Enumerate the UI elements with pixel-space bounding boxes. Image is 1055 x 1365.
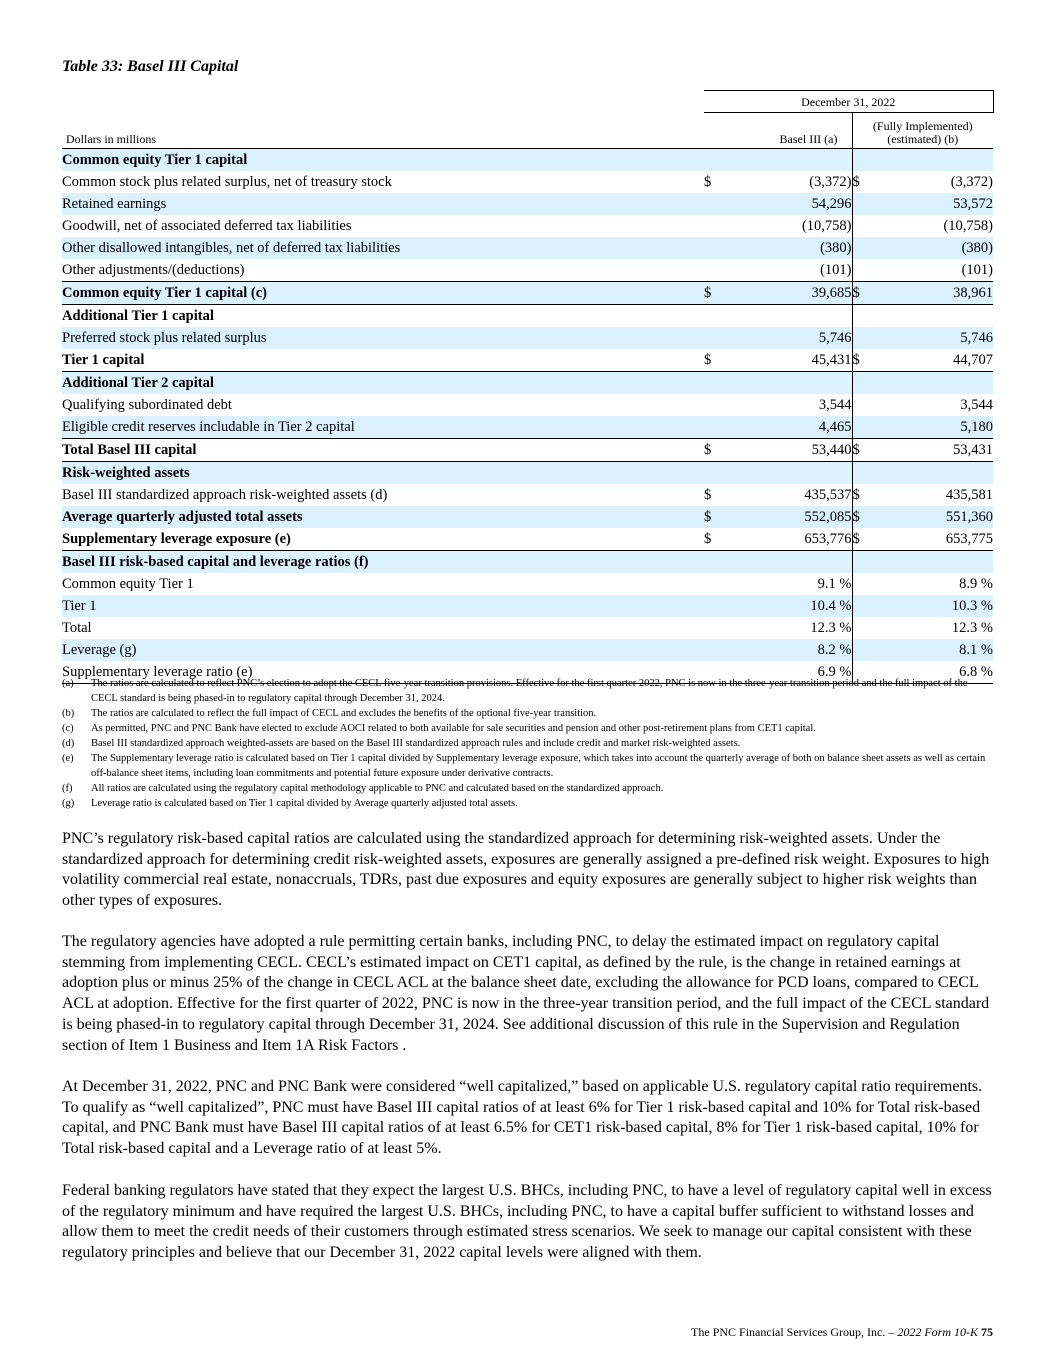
row-label: Total (62, 620, 92, 636)
dollar-sign: $ (704, 506, 716, 528)
column-header-fully-implemented: (Fully Implemented) (estimated) (b) (852, 113, 993, 149)
fully-implemented-value: (380) (864, 237, 993, 259)
table-row (62, 595, 993, 617)
basel-value: 6.9 % (716, 661, 852, 684)
table-row (62, 305, 993, 328)
dollar-sign: $ (852, 506, 864, 528)
total-label: Total Basel III capital (62, 439, 704, 462)
section-label: Common equity Tier 1 capital (62, 149, 704, 172)
dollar-sign: $ (704, 174, 712, 190)
section-label: Additional Tier 1 capital (62, 305, 704, 328)
table-header-period-row (62, 91, 993, 113)
row-label: Eligible credit reserves includable in Tier 2 capital (62, 416, 704, 439)
table-row (62, 484, 993, 506)
row-label: Other adjustments/(deductions) (62, 262, 245, 278)
row-label: Tier 1 (62, 595, 704, 617)
table-row (62, 149, 993, 172)
body-paragraph: Federal banking regulators have stated that they expect the largest U.S. BHCs, including PNC, to have a level of regulatory capital well in excess of the regulatory minimum and have required the largest U.S. BHCs, including PNC, to have a capital buffer sufficient to withstand losses and allow them to meet the credit needs of their customers through estimated stress scenarios. We seek to manage our capital consistent with these regulatory principles and believe that our December 31, 2022 capital levels were aligned with them. (62, 1182, 992, 1262)
footnote: (d) Basel III standardized approach weighted-assets are based on the Basel III standardized approach rules and include credit and market risk-weighted assets. (62, 738, 741, 749)
row-label: Supplementary leverage exposure (e) (62, 531, 291, 547)
section-label: Additional Tier 2 capital (62, 372, 704, 395)
basel-value: 8.2 % (716, 639, 852, 661)
row-label: Common stock plus related surplus, net of treasury stock (62, 174, 392, 190)
fully-implemented-value: 53,572 (864, 193, 993, 215)
basel-value: 39,685 (716, 282, 852, 305)
table-row (62, 372, 993, 395)
row-label: Goodwill, net of associated deferred tax liabilities (62, 218, 352, 234)
body-paragraph: At December 31, 2022, PNC and PNC Bank were considered “well capitalized,” based on applicable U.S. regulatory capital ratio requirements. To qualify as “well capitalized”, PNC must have Basel III capital ratios of at least 6% for Tier 1 risk-based capital and 10% for Total risk-based capital, and PNC Bank must have Basel III capital ratios of at least 6.5% for CET1 risk-based capital, 8% for Tier 1 risk-based capital, 10% for Total risk-based capital and a Leverage ratio of at least 5%. (62, 1078, 983, 1158)
footnote: (c) As permitted, PNC and PNC Bank have elected to exclude AOCI related to both available for sale securities and pension and other post-retirement plans from CET1 capital. (62, 723, 816, 734)
fully-implemented-value: 551,360 (864, 506, 993, 528)
footnotes (62, 676, 993, 811)
basel-value: (10,758) (801, 218, 852, 234)
section-label: Basel III risk-based capital and leverage ratios (f) (62, 551, 704, 574)
period-header: December 31, 2022 (704, 91, 993, 113)
basel-value: 53,440 (716, 439, 852, 462)
fully-implemented-value: 5,180 (864, 416, 993, 439)
page-number: 75 (981, 1325, 993, 1339)
table-row (62, 416, 993, 439)
table-row (62, 215, 993, 237)
dollar-sign: $ (852, 528, 864, 551)
dollar-sign: $ (852, 484, 864, 506)
table-row (62, 462, 993, 485)
units-label: Dollars in millions (66, 132, 156, 146)
fully-implemented-value: 10.3 % (864, 595, 993, 617)
fully-implemented-value: 8.1 % (864, 639, 993, 661)
basel-value: 54,296 (716, 193, 852, 215)
table-row (62, 327, 993, 349)
basel-value: 10.4 % (716, 595, 852, 617)
dollar-sign: $ (704, 531, 712, 547)
fully-implemented-value: 435,581 (945, 487, 993, 503)
total-label: Common equity Tier 1 capital (c) (62, 282, 704, 305)
table-row (62, 171, 993, 193)
table-row (62, 193, 993, 215)
basel-capital-table (62, 90, 994, 684)
fully-implemented-value: (10,758) (943, 218, 993, 234)
fully-implemented-value: 653,775 (945, 531, 993, 547)
dollar-sign: $ (852, 439, 864, 462)
basel-value: 3,544 (818, 397, 852, 413)
footnote: (g) Leverage ratio is calculated based on Tier 1 capital divided by Average quarterly adjusted total assets. (62, 798, 518, 809)
row-label: Basel III standardized approach risk-weighted assets (d) (62, 487, 388, 503)
dollar-sign: $ (852, 282, 864, 305)
footer-company: The PNC Financial Services Group, Inc. – (691, 1325, 895, 1339)
basel-value: (101) (820, 262, 852, 278)
table-row (62, 237, 993, 259)
dollar-sign: $ (704, 487, 712, 503)
table-row-total (62, 349, 993, 372)
fully-implemented-value: 3,544 (960, 397, 993, 413)
table-row (62, 573, 993, 595)
column-header-basel-iii: Basel III (a) (779, 132, 838, 146)
basel-value: (3,372) (809, 174, 852, 190)
basel-value: 4,465 (716, 416, 852, 439)
row-label: Other disallowed intangibles, net of deferred tax liabilities (62, 237, 704, 259)
section-label: Risk-weighted assets (62, 462, 704, 485)
page-footer (691, 1325, 993, 1340)
basel-value: (380) (716, 237, 852, 259)
basel-value: 435,537 (804, 487, 852, 503)
fully-implemented-value: 38,961 (864, 282, 993, 305)
basel-value: 9.1 % (817, 576, 852, 592)
fully-implemented-value: (3,372) (950, 174, 993, 190)
row-label: Preferred stock plus related surplus (62, 327, 704, 349)
dollar-sign: $ (704, 282, 716, 305)
footnote: (a) The ratios are calculated to reflect PNC’s election to adopt the CECL five-year transition provisions. Effective for the first quarter 2022, PNC is now in the three-year transition period and the full impact of the CECL standard is being phased-in to regulatory capital through December 31, 2024. (62, 678, 968, 704)
footnote: (e) The Supplementary leverage ratio is calculated based on Tier 1 capital divided by Supplementary leverage exposure, which takes into account the quarterly average of both on balance sheet assets as well as certain off-balance sheet items, including loan commitments and potential future exposure under derivative contracts. (62, 753, 986, 779)
fully-implemented-value: 6.8 % (864, 661, 993, 684)
table-row (62, 259, 993, 282)
dollar-sign: $ (704, 352, 712, 368)
row-label: Qualifying subordinated debt (62, 397, 232, 413)
footnote: (f) All ratios are calculated using the regulatory capital methodology applicable to PNC and calculated based on the standardized approach. (62, 783, 664, 794)
table-row (62, 394, 993, 416)
fully-implemented-value: 44,707 (953, 352, 993, 368)
table-row-total (62, 439, 993, 462)
row-label: Retained earnings (62, 193, 704, 215)
basel-value: 45,431 (811, 352, 852, 368)
footer-form: 2022 Form 10-K (897, 1325, 978, 1339)
table-header-columns-row (62, 113, 993, 149)
total-label: Tier 1 capital (62, 352, 145, 368)
basel-value: 5,746 (716, 327, 852, 349)
table-row (62, 617, 993, 639)
fully-implemented-value: (101) (961, 262, 993, 278)
fully-implemented-value: 8.9 % (959, 576, 993, 592)
basel-value: 552,085 (716, 506, 852, 528)
fully-implemented-value: 53,431 (864, 439, 993, 462)
body-paragraph: The regulatory agencies have adopted a rule permitting certain banks, including PNC, to delay the estimated impact on regulatory capital stemming from implementing CECL. CECL’s estimated impact on CET1 capital, as defined by the rule, is the change in retained earnings at adoption plus or minus 25% of the change in CECL ACL at the balance sheet date, excluding the allowance for PCD loans, compared to CECL ACL at adoption. Effective for the first quarter of 2022, PNC is now in the three-year transition period, and the full impact of the CECL standard is being phased-in to regulatory capital through December 31, 2024. See additional discussion of this rule in the Supervision and Regulation section of Item 1 Business and Item 1A Risk Factors . (62, 933, 990, 1054)
dollar-sign: $ (852, 349, 864, 372)
row-label: Supplementary leverage ratio (e) (62, 661, 704, 684)
row-label: Common equity Tier 1 (62, 576, 194, 592)
body-paragraph: PNC’s regulatory risk-based capital ratios are calculated using the standardized approach for determining risk-weighted assets. Under the standardized approach for determining credit risk-weighted assets, exposures are generally assigned a pre-defined risk weight. Exposures to high volatility commercial real estate, nonaccruals, TDRs, past due exposures and equity exposures are generally subject to higher risk weights than other types of exposures. (62, 830, 990, 910)
basel-value: 653,776 (804, 531, 852, 547)
footnote: (b) The ratios are calculated to reflect the full impact of CECL and excludes the benefits of the optional five-year transition. (62, 708, 597, 719)
dollar-sign: $ (852, 171, 864, 193)
table-title: Table 33: Basel III Capital (62, 58, 239, 75)
fully-implemented-value: 5,746 (864, 327, 993, 349)
row-label: Average quarterly adjusted total assets (62, 506, 704, 528)
table-row (62, 551, 993, 574)
basel-value: 12.3 % (810, 620, 852, 636)
table-row-total (62, 282, 993, 305)
table-row (62, 528, 993, 551)
row-label: Leverage (g) (62, 639, 704, 661)
table-row (62, 506, 993, 528)
table-row (62, 639, 993, 661)
fully-implemented-value: 12.3 % (951, 620, 993, 636)
dollar-sign: $ (704, 439, 716, 462)
